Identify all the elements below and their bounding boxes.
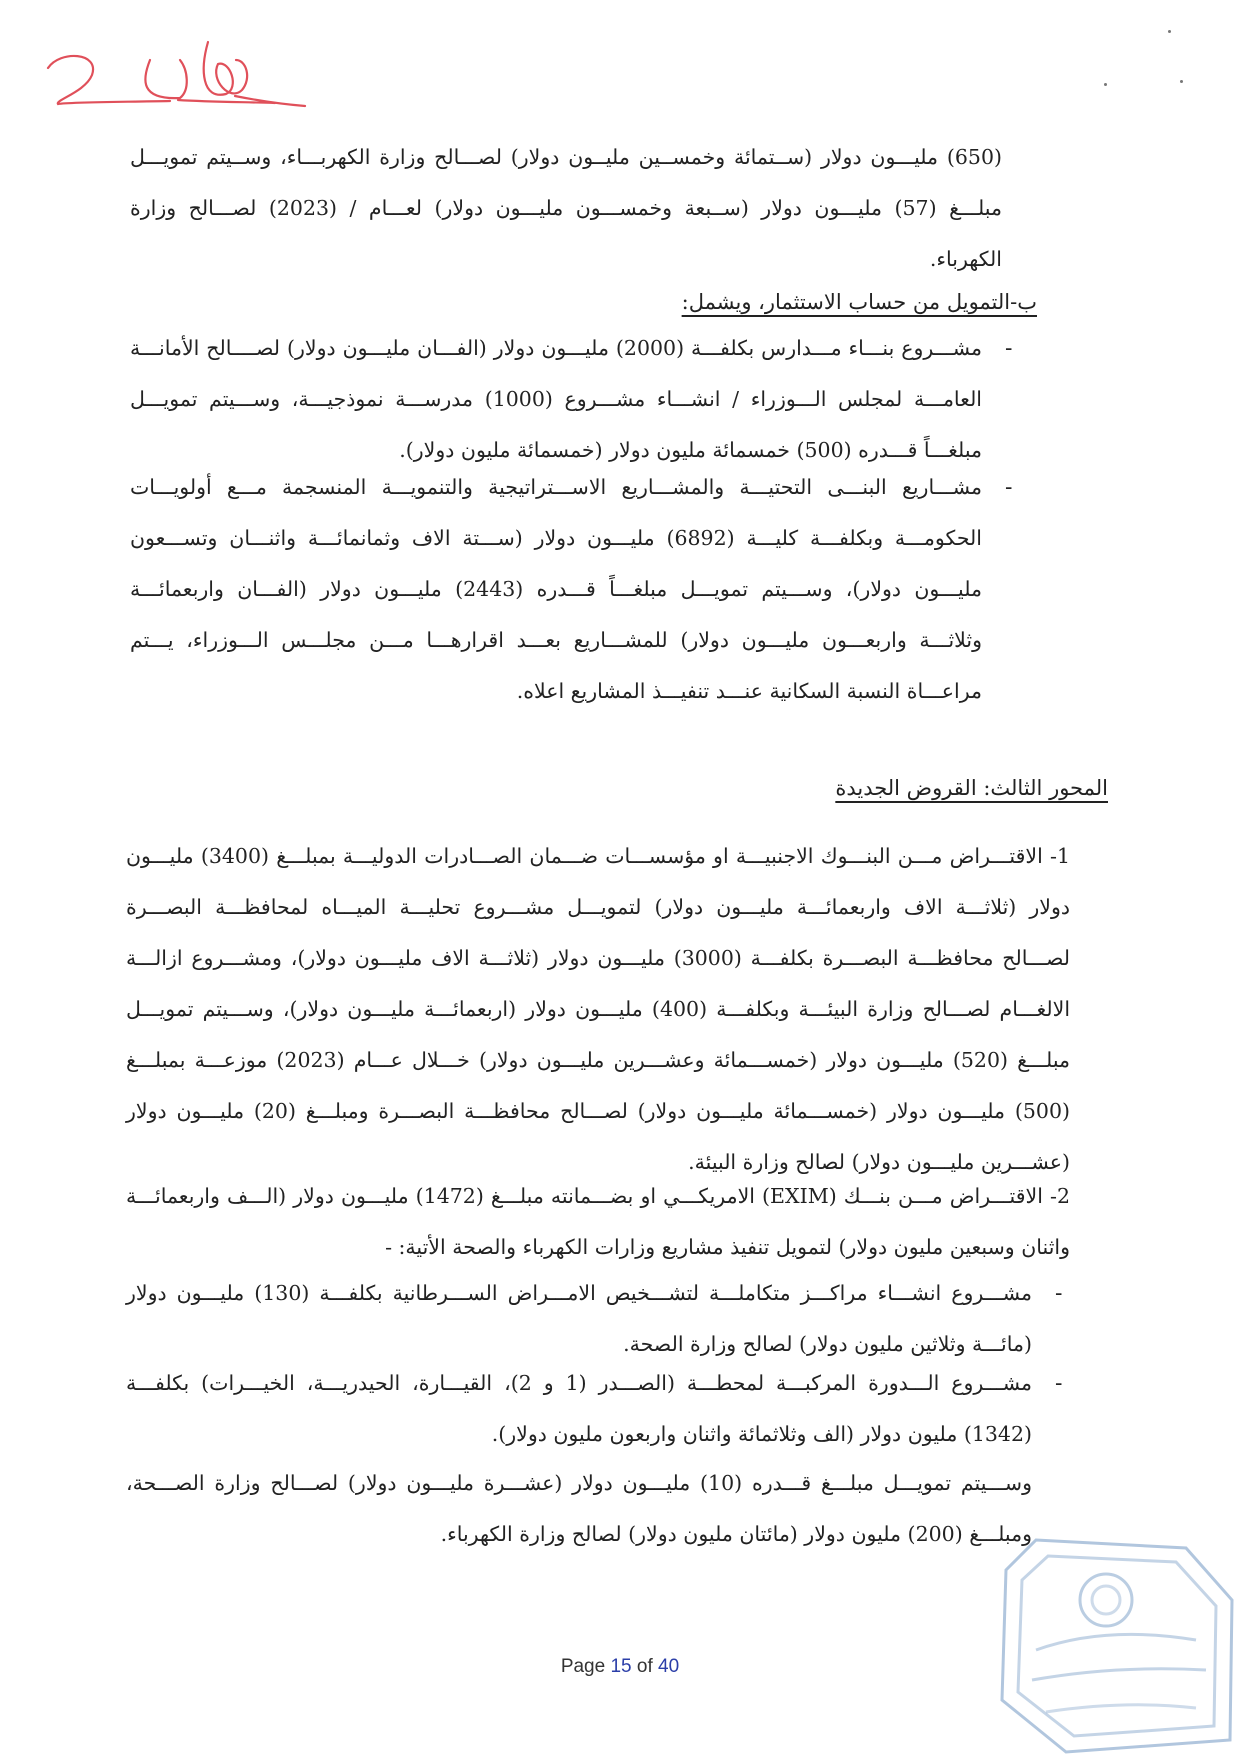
- intro-paragraph: (650) مليـــون دولار (ســتمائة وخمســين مليــون دولار) لصـــالح وزارة الكهربـــاء، وســيتم تمويـــل مبلـــغ (57) مليـــون دولار (ســبعة وخمســـون مليـــون دولار) لعـــام / (2023) لصـــالح وزارة الكهرباء.: [130, 145, 1002, 271]
- bullet-marker: -: [1005, 336, 1013, 361]
- handwritten-signature: [30, 30, 310, 130]
- scan-speck: [1104, 83, 1107, 86]
- bullet-marker: -: [1005, 475, 1013, 500]
- loan-paragraph-2: 2- الاقتـــراض مـــن بنـــك (EXIM) الامريكـــي او بضـــمانته مبلـــغ (1472) مليـــون دولار (الـــف واربعمائـــة واثنان وسبعين مليون دولار) لتمويل تنفيذ مشاريع وزارات الكهرباء والصحة الأتية: -: [126, 1184, 1070, 1259]
- bullet-marker: -: [1055, 1281, 1063, 1306]
- loan-paragraph-1: 1- الاقتـــراض مـــن البنـــوك الاجنبيـــة او مؤسســـات ضـــمان الصـــادرات الدوليـــة بمبلـــغ (3400) مليـــون دولار (ثلاثـــة الاف واربعمائـــة مليـــون دولار) لتمويـــل مشـــروع تحليـــة الميـــاه لمحافظـــة البصـــرة لصـــالح محافظـــة البصـــرة بكلفـــة (3000) مليـــون دولار (ثلاثـــة الاف مليـــون دولار)، ومشـــروع ازالـــة الالغـــام لصـــالح وزارة البيئـــة وبكلفـــة (400) مليـــون دولار (اربعمائـــة مليـــون دولار)، وســـيتم تمويـــل مبلـــغ (520) مليـــون دولار (خمســـمائة وعشـــرين مليـــون دولار) خـــلال عـــام (2023) موزعـــة بمبلـــغ (500) مليـــون دولار (خمســـمائة مليـــون دولار) لصـــالح محافظـــة البصـــرة ومبلـــغ (20) مليـــون دولار (عشـــرين مليـــون دولار) لصالح وزارة البيئة.: [126, 844, 1071, 1174]
- list-item: مشـــروع انشـــاء مراكـــز متكاملـــة لتشـــخيص الامـــراض الســـرطانية بكلفـــة (130) مليـــون دولار (مائـــة وثلاثين مليون دولار) لصالح وزارة الصحة.: [126, 1281, 1032, 1356]
- official-stamp: [996, 1530, 1236, 1754]
- list-item: مشـــاريع البنـــى التحتيـــة والمشـــاريع الاســـتراتيجية والتنمويـــة المنسجمة مـــع أولويـــات الحكومـــة وبكلفـــة كليـــة (6892) مليـــون دولار (ســـتة الاف وثمانمائـــة واثنـــان وتســـعون مليـــون دولار)، وســـيتم تمويـــل مبلغـــاً قـــدره (2443) مليـــون دولار (الفـــان واربعمائـــة وثلاثـــة واربعـــون مليـــون دولار) للمشـــاريع بعـــد اقرارهـــا مـــن مجلـــس الـــوزراء، يـــتم مراعـــاة النسبة السكانية عنـــد تنفيـــذ المشاريع اعلاه.: [130, 475, 982, 703]
- funding-paragraph: وســـيتم تمويـــل مبلـــغ قـــدره (10) مليـــون دولار (عشـــرة مليـــون دولار) لصـــالح وزارة الصـــحة، ومبلـــغ (200) مليون دولار (مائتان مليون دولار) لصالح وزارة الكهرباء.: [126, 1471, 1032, 1546]
- section-b-heading: ب-التمويل من حساب الاستثمار، ويشمل:: [681, 290, 1037, 314]
- total-pages: 40: [658, 1656, 680, 1677]
- section-3-heading: المحور الثالث: القروض الجديدة: [835, 776, 1108, 800]
- list-item: مشـــروع بنـــاء مـــدارس بكلفـــة (2000) مليـــون دولار (الفـــان مليـــون دولار) لصــــالح الأمانـــة العامـــة لمجلس الـــوزراء / انشـــاء مشـــروع (1000) مدرســـة نموذجيـــة، وســـيتم تمويـــل مبلغـــاً قـــدره (500) خمسمائة مليون دولار (خمسمائة مليون دولار).: [130, 336, 983, 462]
- page-number-footer: [0, 1656, 1240, 1678]
- list-item: مشـــروع الـــدورة المركبـــة لمحطـــة (الصـــدر (1 و 2)، القيـــارة، الحيدريـــة، الخيـــرات) بكلفـــة (1342) مليون دولار (الف وثلاثمائة واثنان واربعون مليون دولار).: [126, 1371, 1033, 1446]
- scan-speck: [1180, 80, 1183, 83]
- current-page: 15: [610, 1656, 632, 1677]
- of-label: of: [636, 1656, 653, 1677]
- scan-speck: [1168, 30, 1171, 33]
- page-label: Page: [560, 1656, 606, 1677]
- bullet-marker: -: [1055, 1371, 1063, 1396]
